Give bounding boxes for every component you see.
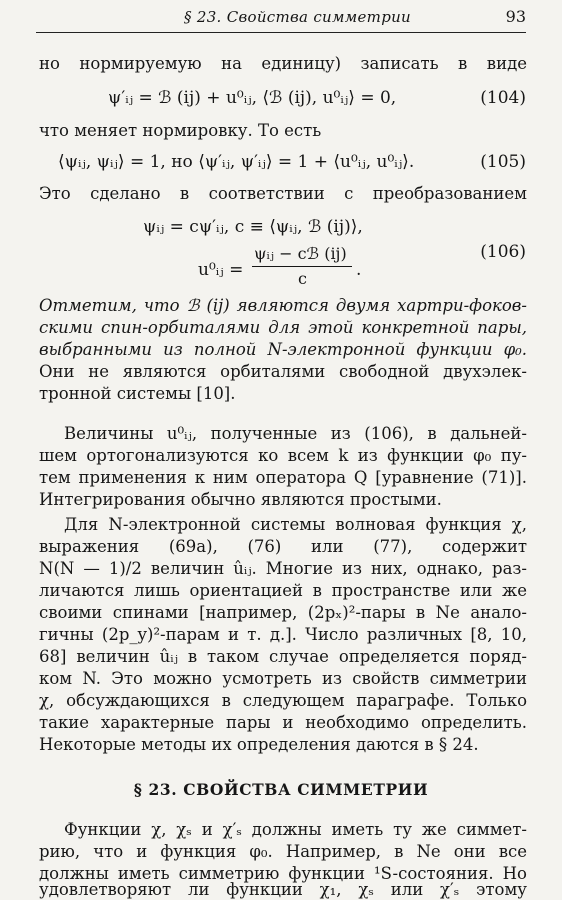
- text-line: гичны (2p_y)²-парам и т. д.]. Число различных [8, 10,: [39, 625, 527, 644]
- equation-106b-period: .: [356, 260, 362, 280]
- text-line: тем применения к ним оператора Q [уравнение (71)].: [39, 468, 527, 487]
- text-line: Для N-электронной системы волновая функция χ,: [64, 515, 527, 534]
- text-line: своими спинами [например, (2pₓ)²-пары в Ne анало-: [39, 603, 527, 622]
- running-title: § 23. Свойства симметрии: [184, 8, 412, 26]
- text-line: Интегрирования обычно являются простыми.: [39, 490, 442, 509]
- text-line: 68] величин ûᵢⱼ в таком случае определяется поряд-: [39, 647, 527, 666]
- page-number: 93: [505, 7, 526, 26]
- text-line: Функции χ, χₛ и χ′ₛ должны иметь ту же симмет-: [64, 820, 527, 839]
- text-line: скими спин-орбиталями для этой конкретной пары,: [39, 318, 527, 337]
- text-line: тронной системы [10].: [39, 384, 236, 403]
- text-line: Это сделано в соответствии с преобразованием: [39, 184, 527, 203]
- text-line: должны иметь симметрию функции ¹S-состояния. Но: [39, 864, 527, 883]
- equation-number-104: (104): [480, 88, 526, 108]
- running-header: [36, 6, 526, 30]
- text-line: такие характерные пары и необходимо определить.: [39, 713, 527, 732]
- text-line: шем ортогонализуются ко всем k из функции φ₀ пу-: [39, 446, 527, 465]
- text-line: личаются лишь ориентацией в пространстве или же: [39, 581, 527, 600]
- fraction-bar: [252, 266, 352, 267]
- text-line: удовлетворяют ли функции χ₁, χₛ или χ′ₛ этому: [39, 880, 527, 899]
- text-line: Величины u⁰ᵢⱼ, полученные из (106), в дальней-: [64, 424, 527, 443]
- text-line: ком N. Это можно усмотреть из свойств симметрии: [39, 669, 527, 688]
- header-rule: [36, 32, 526, 33]
- equation-106a: ψᵢⱼ = cψ′ᵢⱼ, c ≡ ⟨ψᵢⱼ, ℬ (ij)⟩,: [143, 217, 363, 237]
- text-line: χ, обсуждающихся в следующем параграфе. Только: [39, 691, 527, 710]
- equation-106b-lhs: u⁰ᵢⱼ =: [198, 260, 244, 280]
- text-line: выражения (69а), (76) или (77), содержит: [39, 537, 527, 556]
- text-line: Отметим, что ℬ (ij) являются двумя хартри-фоков-: [39, 296, 527, 315]
- text-line: но нормируемую на единицу) записать в виде: [39, 54, 527, 73]
- equation-105: ⟨ψᵢⱼ, ψᵢⱼ⟩ = 1, но ⟨ψ′ᵢⱼ, ψ′ᵢⱼ⟩ = 1 + ⟨u⁰ᵢⱼ, u⁰ᵢⱼ⟩.: [58, 152, 415, 172]
- text-line: Некоторые методы их определения даются в § 24.: [39, 735, 479, 754]
- equation-104: ψ′ᵢⱼ = ℬ (ij) + u⁰ᵢⱼ, ⟨ℬ (ij), u⁰ᵢⱼ⟩ = 0,: [108, 88, 397, 108]
- text-line: рию, что и функция φ₀. Например, в Ne они все: [39, 842, 527, 861]
- fraction-denominator: c: [298, 269, 307, 288]
- equation-number-105: (105): [480, 152, 526, 172]
- text-line: что меняет нормировку. То есть: [39, 121, 322, 140]
- equation-number-106: (106): [480, 242, 526, 262]
- fraction-numerator: ψᵢⱼ − cℬ (ij): [254, 244, 347, 263]
- section-heading: § 23. СВОЙСТВА СИММЕТРИИ: [133, 780, 429, 799]
- text-line: Они не являются орбиталями свободной двухэлек-: [39, 362, 527, 381]
- text-line: выбранными из полной N-электронной функции φ₀.: [39, 340, 527, 359]
- text-line: N(N — 1)/2 величин ûᵢⱼ. Многие из них, однако, раз-: [39, 559, 527, 578]
